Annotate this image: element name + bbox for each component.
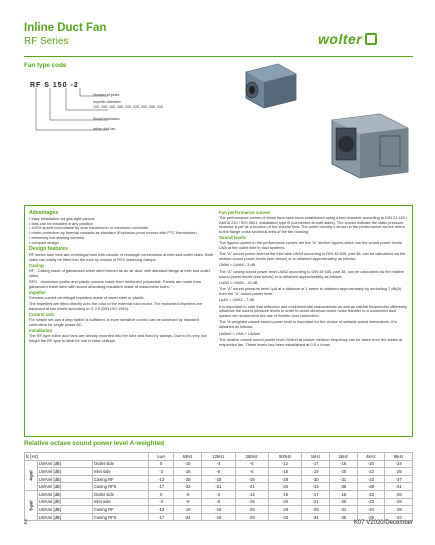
value-cell: -20 [357, 460, 385, 468]
col-header: 500Hz [268, 453, 301, 461]
value-cell: -6 [235, 460, 268, 468]
type-code: RF S 150 -2 [30, 82, 79, 89]
control-title: Control unit [29, 312, 54, 318]
value-cell: -29 [235, 513, 268, 521]
table-row [25, 483, 413, 491]
type-cell: Outlet side [92, 490, 148, 498]
page-subtitle: RF Series [24, 36, 69, 47]
page-number: 2 [24, 520, 28, 526]
param-cell: LWArel [dB] [38, 475, 93, 483]
param-cell: LWArel [dB] [38, 490, 93, 498]
col-header: 8kHz [385, 453, 413, 461]
value-cell: -19 [302, 468, 330, 476]
value-cell: -17 [302, 490, 330, 498]
value-cell: -13 [149, 506, 174, 514]
fan-photo-round [238, 60, 302, 112]
left-column [29, 210, 214, 345]
advantages-title: Advantages [29, 210, 59, 216]
value-cell: -23 [357, 498, 385, 506]
sound-text-2: The "A" sound power level at the inlet side LWA4 according to DIN 45 635, part 38, can be calculated via the relative sound power levels (see below) or is obtained approximately as follows: [219, 251, 406, 262]
value-cell: -5 [173, 490, 201, 498]
value-cell: -31 [329, 506, 357, 514]
design-intro: RF series tube fans are centrifugal fans with circular or rectangle connections at inlet and outlet sides. Both sides can easily be fitted into the tube by means of RSV fastening clamps. [29, 251, 214, 262]
value-cell: -12 [235, 490, 268, 498]
list-item: • motor protection by thermal contacts as standard (Explosion-proof motors with PTC thermistors) [29, 231, 214, 236]
col-header: 63Hz [173, 453, 201, 461]
pole-group-text: 4-pol [28, 470, 34, 481]
fan-type-title: Fan type code [24, 62, 67, 69]
value-cell: -15 [173, 460, 201, 468]
value-cell: -17 [149, 483, 174, 491]
label-poles: Number of poles [93, 93, 120, 97]
col-header: 1kHz [302, 453, 330, 461]
list-item: • compact design [29, 241, 214, 246]
value-cell: -22 [357, 490, 385, 498]
value-cell: -21 [202, 483, 235, 491]
value-cell: -34 [357, 506, 385, 514]
label-impeller: Impeller diameter [93, 100, 121, 104]
value-cell: -20 [329, 468, 357, 476]
value-cell: -16 [268, 468, 301, 476]
value-cell: -15 [268, 490, 301, 498]
casing-text-1: RF - Casing made of galvanized sheet steel formed as an air duct, with standard flange at inlet and outlet sides. [29, 267, 210, 278]
list-item: • 100% speed controllable by auto transformer or electronic controller [29, 226, 214, 231]
value-cell: -21 [235, 483, 268, 491]
doc-reference: K07 V2020/December [353, 520, 413, 526]
param-cell: LWArel [dB] [38, 513, 93, 521]
type-cell: Outlet side [92, 460, 148, 468]
casing-text-2: RFG - aluminium profile and plastic corners made from reinforced polyamide. Panels are made from galvanized sheet steel with sound absorbing insulation made of elastomeric foam. [29, 278, 202, 289]
value-cell: -31 [329, 475, 357, 483]
value-cell: -20 [268, 498, 301, 506]
brand-logo [318, 30, 413, 48]
table-row [25, 460, 413, 468]
value-cell: -26 [385, 490, 413, 498]
value-cell: -17 [302, 460, 330, 468]
control-text: For simple set-ups a step switch is sufficient. A more sensitive control can be achieved by standard controllers for single phase AC. [29, 316, 199, 327]
sound-text-3: The "A" casing sound power level LWA2 according to DIN 45 635, part 38, can be calculated via the relative sound power levels (see below) or is obtained approximately as follows: [219, 268, 405, 279]
value-cell: -24 [173, 513, 201, 521]
param-cell: LWArel [dB] [38, 460, 93, 468]
param-cell: LWArel [dB] [38, 506, 93, 514]
value-cell: -20 [329, 498, 357, 506]
value-cell: -33 [357, 475, 385, 483]
type-cell: Casing RF [92, 475, 148, 483]
impeller-text-1: Forward-curved centrifugal impellers made of sheet steel or plastic. [29, 294, 145, 300]
value-cell: -9 [173, 498, 201, 506]
type-cell: Inlet side [92, 468, 148, 476]
label-impeller-sizes: 100, 150, 160, 180, 200, 225, 250, 280, 315 [93, 104, 163, 109]
list-item: • extremely low starting currents [29, 236, 214, 241]
formula-1: LWA4 ≈ LWA6 - 3 dB [219, 262, 256, 268]
type-cell: Casing RF [92, 506, 148, 514]
right-column [219, 210, 409, 349]
value-cell: -13 [149, 475, 174, 483]
fan-photo-rect [328, 110, 412, 182]
pole-group-label [25, 490, 38, 520]
value-cell: -25 [385, 468, 413, 476]
label-insulation: Sound insulation [93, 117, 120, 121]
value-cell: -39 [385, 506, 413, 514]
label-fan: Inline duct fan [93, 127, 116, 131]
sound-table [24, 452, 413, 521]
type-code-diagram [0, 0, 240, 160]
value-cell: -5 [202, 468, 235, 476]
page-title: Inline Duct Fan [24, 22, 107, 34]
value-cell: -37 [385, 475, 413, 483]
value-cell: -15 [202, 475, 235, 483]
value-cell: 0 [149, 490, 174, 498]
formula-4: LWArel = LWA + LWArel [219, 330, 261, 336]
table-row [25, 506, 413, 514]
sound-title: Sound levels [219, 235, 247, 241]
sound-text-6: The "A weighted octave sound power level is important for the choice of suitable sound attenuators. It is obtained as follows: [219, 319, 398, 330]
value-cell: -35 [329, 513, 357, 521]
value-cell: -16 [173, 468, 201, 476]
value-cell: -43 [385, 513, 413, 521]
design-title: Design features [29, 246, 68, 253]
casing-title: Casing [29, 262, 44, 268]
value-cell: -16 [329, 490, 357, 498]
value-cell: -6 [235, 468, 268, 476]
param-cell: LWArel [dB] [38, 483, 93, 491]
table-corner: fc [Hz] [25, 453, 149, 461]
value-cell: 0 [149, 460, 174, 468]
sound-text-1: The figures quoted in the performance curves are the "A" decibel figures which are the sound power levels LWA at the outlet side in duct systems. [219, 240, 402, 251]
list-item: • easy installation via gas-tight canvas [29, 217, 214, 222]
value-cell: -21 [302, 498, 330, 506]
formula-3: LpA2 = LWA2 - 7 dB [219, 297, 255, 303]
value-cell: -34 [268, 483, 301, 491]
value-cell: -17 [149, 513, 174, 521]
table-row [25, 498, 413, 506]
value-cell: -35 [329, 483, 357, 491]
brand-name: wolter [318, 31, 363, 47]
col-header: 4kHz [357, 453, 385, 461]
list-item: • fans can be installed in any position [29, 222, 214, 227]
table-row [25, 468, 413, 476]
value-cell: -16 [235, 475, 268, 483]
value-cell: -29 [268, 475, 301, 483]
performance-text: The performance curves of these fans have been established using a test chamber according to DIN 24 163 / AMCA 210 / ISO 5801, installation type B (connected at both sides). The curves indicate the static pressure increase Δ psf as a function of the volume flow. The outlet velocity c shown in the performance curves refers to the flange cross sectional area of the fan housing. [219, 214, 407, 235]
sound-text-5: It is important to note that reflection and environmental characteristic as well as natural frequencies differently influence the sound pressure levels in order to avoid structure-borne noise transfer to a connected duct system we recommend the use of flexible duct connection. [219, 303, 408, 319]
value-cell: -29 [302, 506, 330, 514]
value-cell: -16 [329, 460, 357, 468]
installation-title: Installation [29, 328, 53, 334]
type-cell: Casing RFS [92, 483, 148, 491]
table-row [25, 475, 413, 483]
value-cell: -25 [235, 506, 268, 514]
sound-text-4: The "A" sound pressure level LpA at a distance of 1 metre is obtained approximately by deducting 7 dB(A) from the "A" sound power level: [219, 286, 402, 296]
value-cell: -22 [357, 468, 385, 476]
value-cell: -3 [149, 498, 174, 506]
pole-group-text: 6-pol [28, 500, 34, 511]
value-cell: -5 [202, 498, 235, 506]
value-cell: -29 [268, 506, 301, 514]
col-header: 125Hz [202, 453, 235, 461]
performance-title: Fan performance curves [219, 210, 271, 215]
impeller-title: Impeller [29, 289, 46, 295]
value-cell: -39 [357, 513, 385, 521]
value-cell: -19 [202, 513, 235, 521]
value-cell: -33 [302, 483, 330, 491]
value-cell: -41 [385, 483, 413, 491]
value-cell: -4 [202, 460, 235, 468]
param-cell: LWArel [dB] [38, 498, 93, 506]
table-row [25, 490, 413, 498]
formula-2: LWA2 ≈ LWA6 - 13 dB [219, 279, 258, 285]
brand-mark-icon [365, 33, 377, 45]
col-header: 2kHz [329, 453, 357, 461]
value-cell: -34 [302, 513, 330, 521]
value-cell: -15 [235, 498, 268, 506]
pole-group-label [25, 460, 38, 490]
value-cell: -30 [302, 475, 330, 483]
value-cell: -33 [268, 513, 301, 521]
sound-table-title: Relative octave sound power level A-weighted [24, 440, 165, 447]
impeller-text-2: The impellers are fitted directly onto the rotor of the external rotor motor. The motorised impellers are balanced at two levels according to G 2.5 (DIN ISO 1940). [29, 301, 203, 311]
param-cell: LWArel [dB] [38, 468, 93, 476]
installation-text: The RF-type inline duct fans are directly mounted into the tube and fixed by clamps. Due to it's very low height the RF-type is ideal for use in false ceilings. [29, 332, 207, 343]
value-cell: -32 [173, 483, 201, 491]
value-cell: -28 [385, 498, 413, 506]
value-cell: -3 [149, 468, 174, 476]
col-header: LwA [149, 453, 174, 461]
description-box [24, 205, 413, 437]
value-cell: -38 [357, 483, 385, 491]
advantages-list [29, 217, 214, 246]
value-cell: -24 [385, 460, 413, 468]
value-cell: -2 [202, 490, 235, 498]
value-cell: -15 [202, 506, 235, 514]
table-header-row [25, 453, 413, 461]
type-cell: Inlet side [92, 498, 148, 506]
col-header: 250Hz [235, 453, 268, 461]
value-cell: -12 [268, 460, 301, 468]
value-cell: -28 [173, 475, 201, 483]
type-cell: Casing RFS [92, 513, 148, 521]
value-cell: -18 [173, 506, 201, 514]
sound-text-7: The relative octave sound power level LWArel at octave medium frequency can be taken from the tables at respective fan. These levels has been established at 0.5 x Vmax. [219, 336, 403, 347]
